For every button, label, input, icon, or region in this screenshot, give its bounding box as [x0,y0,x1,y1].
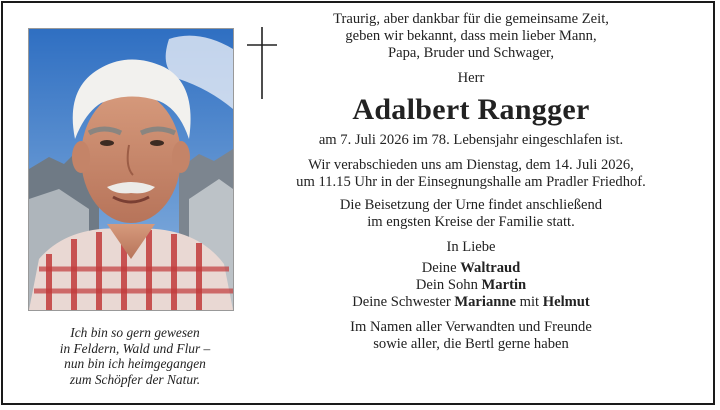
mourner-name: Martin [481,277,527,293]
mourner-name: Marianne [454,294,516,310]
mourner-son [271,277,671,294]
mourner-wife [271,260,671,277]
deceased-name: Adalbert Rangger [352,93,590,126]
farewell-line: um 11.15 Uhr in der Einsegnungshalle am Pradler Friedhof. [296,174,646,190]
intro-line: Traurig, aber dankbar für die gemeinsame Zeit, [333,11,609,27]
obituary-card [1,1,715,405]
mourner-prefix: Dein Sohn [415,277,482,293]
mourner-name: Waltraud [460,260,521,276]
poem-line: in Feldern, Wald und Flur – [59,340,211,356]
closing-line: Im Namen aller Verwandten und Freunde [350,319,592,335]
poem [33,325,237,387]
mourner-prefix: Deine Schwester [352,294,455,310]
in-love-label: In Liebe [446,239,496,255]
poem-line: Ich bin so gern gewesen [70,325,200,340]
poem-line: nun bin ich heimgegangen [64,356,206,372]
farewell-line: Wir verabschieden uns am Dienstag, dem 14. Juli 2026, [308,157,634,173]
poem-line: zum Schöpfer der Natur. [69,371,201,387]
mourner-connector: mit [515,294,543,310]
closing-line: sowie aller, die Bertl gerne haben [373,336,569,352]
intro-line: geben wir bekannt, dass mein lieber Mann, [345,28,597,44]
death-date-line: am 7. Juli 2026 im 78. Lebensjahr eingeschlafen ist. [318,132,624,148]
portrait-photo [28,28,234,311]
mourner-prefix: Deine [421,260,461,276]
intro-line: Papa, Bruder und Schwager, [388,45,554,61]
mourner-name: Helmut [542,294,590,310]
burial-line: im engsten Kreise der Familie statt. [367,214,575,230]
salutation: Herr [457,70,485,86]
burial-line: Die Beisetzung der Urne findet anschließend [339,197,603,213]
mourner-sister [271,294,671,311]
announcement-text [271,11,671,353]
